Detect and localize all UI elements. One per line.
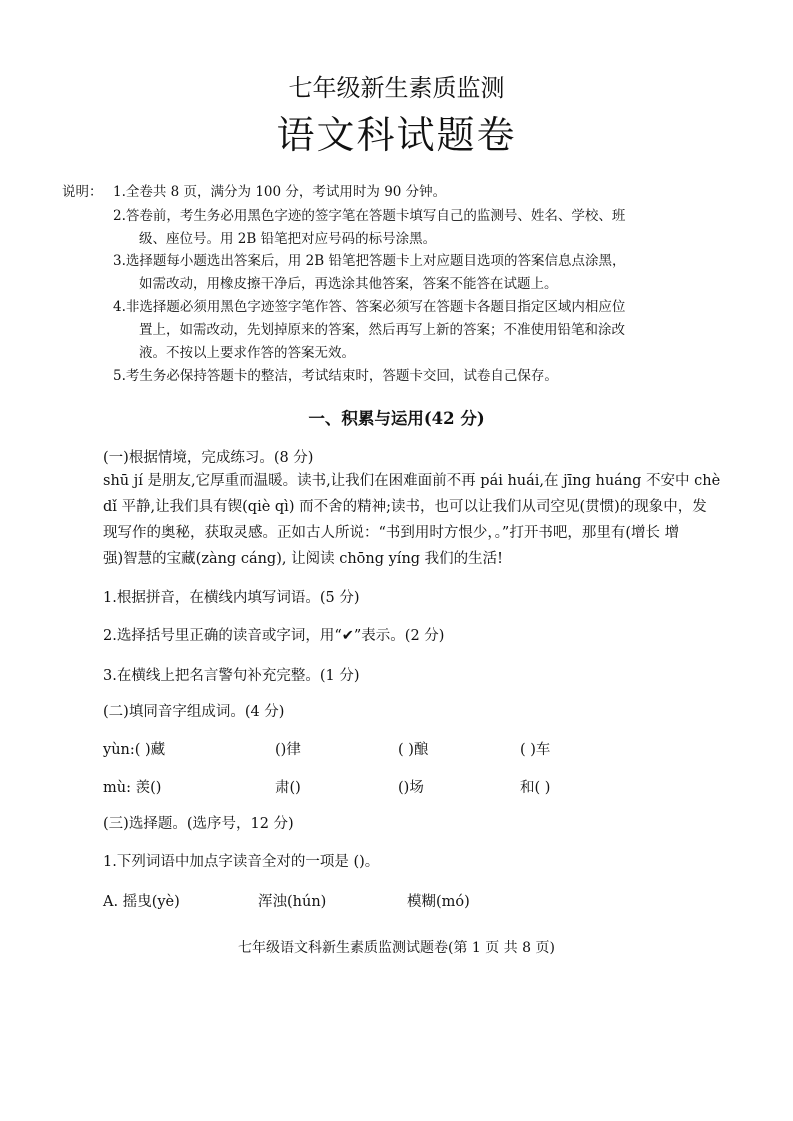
question-1-3: 3.在横线上把名言警句补充完整。(1 分) bbox=[103, 668, 360, 684]
instruction-line: 如需改动，用橡皮擦干净后，再选涂其他答案，答案不能答在试题上。 bbox=[139, 276, 558, 292]
question-1-2: 2.选择括号里正确的读音或字词，用“✔”表示。(2 分) bbox=[103, 628, 445, 644]
exam-subtitle: 七年级新生素质监测 bbox=[288, 74, 505, 102]
question-3-1: 1.下列词语中加点字读音全对的一项是 ()。 bbox=[103, 854, 380, 870]
passage-line: shū jí 是朋友,它厚重而温暖。读书,让我们在困难面前不再 pái huái,在 jīng huáng 不安中 chè bbox=[103, 473, 721, 489]
page-footer: 七年级语文科新生素质监测试题卷(第 1 页 共 8 页) bbox=[238, 940, 555, 956]
instruction-line: 5.考生务必保持答题卡的整洁，考试结束时，答题卡交回，试卷自己保存。 bbox=[113, 368, 558, 384]
instruction-line: 置上，如需改动，先划掉原来的答案，然后再写上新的答案；不准使用铅笔和涂改 bbox=[139, 322, 625, 338]
part3-title: (三)选择题。(选序号，12 分) bbox=[103, 816, 294, 832]
homophone-item: mù: 羡() bbox=[103, 780, 162, 796]
instruction-line: 液。不按以上要求作答的答案无效。 bbox=[139, 345, 355, 361]
option-a-word: 模糊(mó) bbox=[407, 894, 470, 910]
homophone-item: ( )车 bbox=[520, 742, 551, 758]
instruction-line: 2.答卷前，考生务必用黑色字迹的签字笔在答题卡填写自己的监测号、姓名、学校、班 bbox=[113, 208, 626, 224]
passage-line: 强)智慧的宝藏(zàng cáng), 让阅读 chōng yíng 我们的生活! bbox=[103, 551, 504, 567]
homophone-item: 和( ) bbox=[520, 780, 551, 796]
passage-line: 现写作的奥秘，获取灵感。正如古人所说：“书到用时方恨少，。”打开书吧，那里有(增长 增 bbox=[103, 525, 680, 541]
instructions-label: 说明： bbox=[62, 184, 103, 200]
instruction-line: 3.选择题每小题选出答案后，用 2B 铅笔把答题卡上对应题目选项的答案信息点涂黑， bbox=[113, 253, 626, 269]
homophone-item: ( )酿 bbox=[398, 742, 429, 758]
instruction-line: 1.全卷共 8 页，满分为 100 分，考试用时为 90 分钟。 bbox=[113, 184, 447, 200]
instruction-line: 级、座位号。用 2B 铅笔把对应号码的标号涂黑。 bbox=[139, 231, 437, 247]
option-a-word: 浑浊(hún) bbox=[258, 894, 327, 910]
homophone-item: ()场 bbox=[398, 780, 424, 796]
exam-title: 语文科试题卷 bbox=[276, 113, 517, 157]
option-a: A. 摇曳(yè) bbox=[103, 894, 180, 910]
question-1-1: 1.根据拼音，在横线内填写词语。(5 分) bbox=[103, 590, 360, 606]
instruction-line: 4.非选择题必须用黑色字迹签字笔作答、答案必须写在答题卡各题目指定区域内相应位 bbox=[113, 299, 626, 315]
passage-line: dǐ 平静,让我们具有锲(qiè qì) 而不舍的精神;读书，也可以让我们从司空见(贯惯)的现象中，发 bbox=[103, 499, 707, 515]
part2-title: (二)填同音字组成词。(4 分) bbox=[103, 704, 285, 720]
section-heading: 一、积累与运用(42 分) bbox=[308, 409, 485, 428]
part1-title: (一)根据情境，完成练习。(8 分) bbox=[103, 450, 314, 466]
passage bbox=[103, 468, 730, 572]
homophone-item: ()律 bbox=[275, 742, 301, 758]
homophone-item: yùn:( )藏 bbox=[103, 742, 166, 758]
homophone-item: 肃() bbox=[275, 780, 301, 796]
